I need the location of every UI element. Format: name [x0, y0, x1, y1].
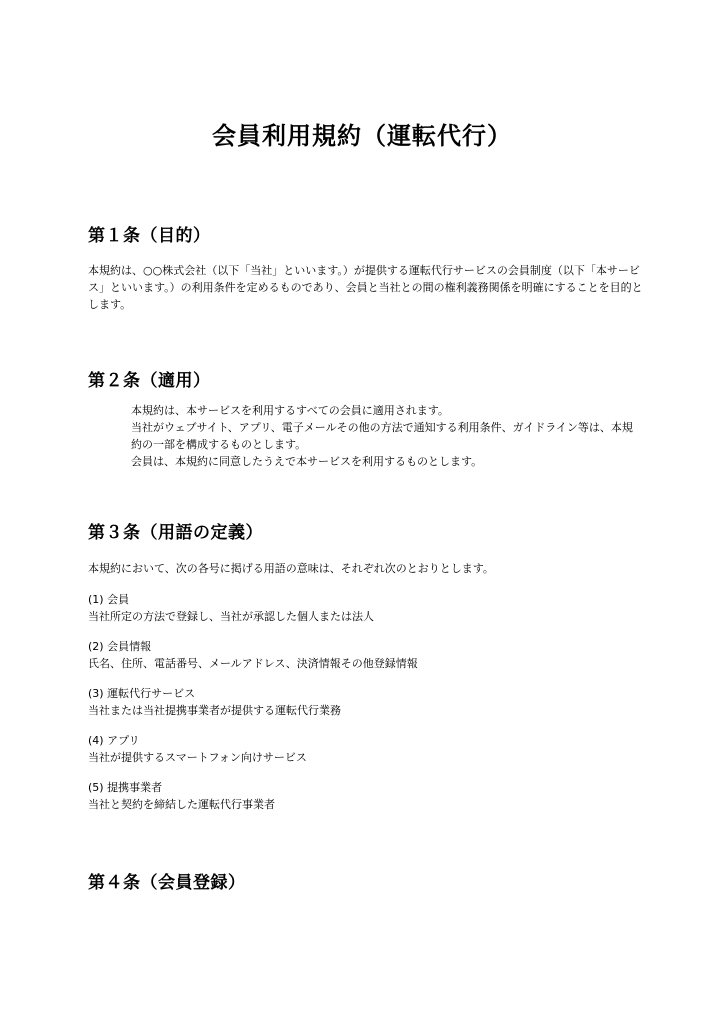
article-2-item-1: 本規約は、本サービスを利用するすべての会員に適用されます。 [131, 404, 449, 417]
article-1-body: 本規約は、○○株式会社（以下「当社」といいます。）が提供する運転代行サービスの会員制度（以下「本サービス」といいます。）の利用条件を定めるものであり、会員と当社との間の権利義務関係を明確にすることを目的とします。 [88, 264, 643, 311]
term-label: (4) アプリ [88, 734, 140, 747]
term-item [88, 638, 648, 672]
term-label: (1) 会員 [88, 593, 130, 606]
article-3-heading: 第３条（用語の定義） [88, 523, 263, 543]
article-1-heading: 第１条（目的） [88, 226, 211, 246]
article-2-item-2: 当社がウェブサイト、アプリ、電子メールその他の方法で通知する利用条件、ガイドライン等は、本規約の一部を構成するものとします。 [131, 421, 633, 451]
term-label: (3) 運転代行サービス [88, 687, 196, 700]
term-definition: 当社と契約を締結した運転代行事業者 [88, 798, 275, 811]
term-definition: 当社または当社提携事業者が提供する運転代行業務 [88, 704, 341, 717]
term-definition: 当社が提供するスマートフォン向けサービス [88, 751, 307, 764]
term-item [88, 591, 648, 625]
article-3-intro: 本規約において、次の各号に掲げる用語の意味は、それぞれ次のとおりとします。 [88, 562, 494, 575]
article-4-heading: 第４条（会員登録） [88, 873, 246, 893]
article-2-heading: 第２条（適用） [88, 371, 211, 391]
term-item [88, 685, 648, 719]
document-title: 会員利用規約（運転代行） [212, 122, 512, 150]
term-definition: 当社所定の方法で登録し、当社が承認した個人または法人 [88, 610, 374, 623]
article-2-item-3: 会員は、本規約に同意したうえで本サービスを利用するものとします。 [131, 455, 483, 468]
term-label: (5) 提携事業者 [88, 781, 163, 794]
term-definition: 氏名、住所、電話番号、メールアドレス、決済情報その他登録情報 [88, 657, 418, 670]
term-item [88, 732, 648, 766]
article-2-items [131, 402, 641, 470]
term-label: (2) 会員情報 [88, 640, 152, 653]
term-item [88, 779, 648, 813]
